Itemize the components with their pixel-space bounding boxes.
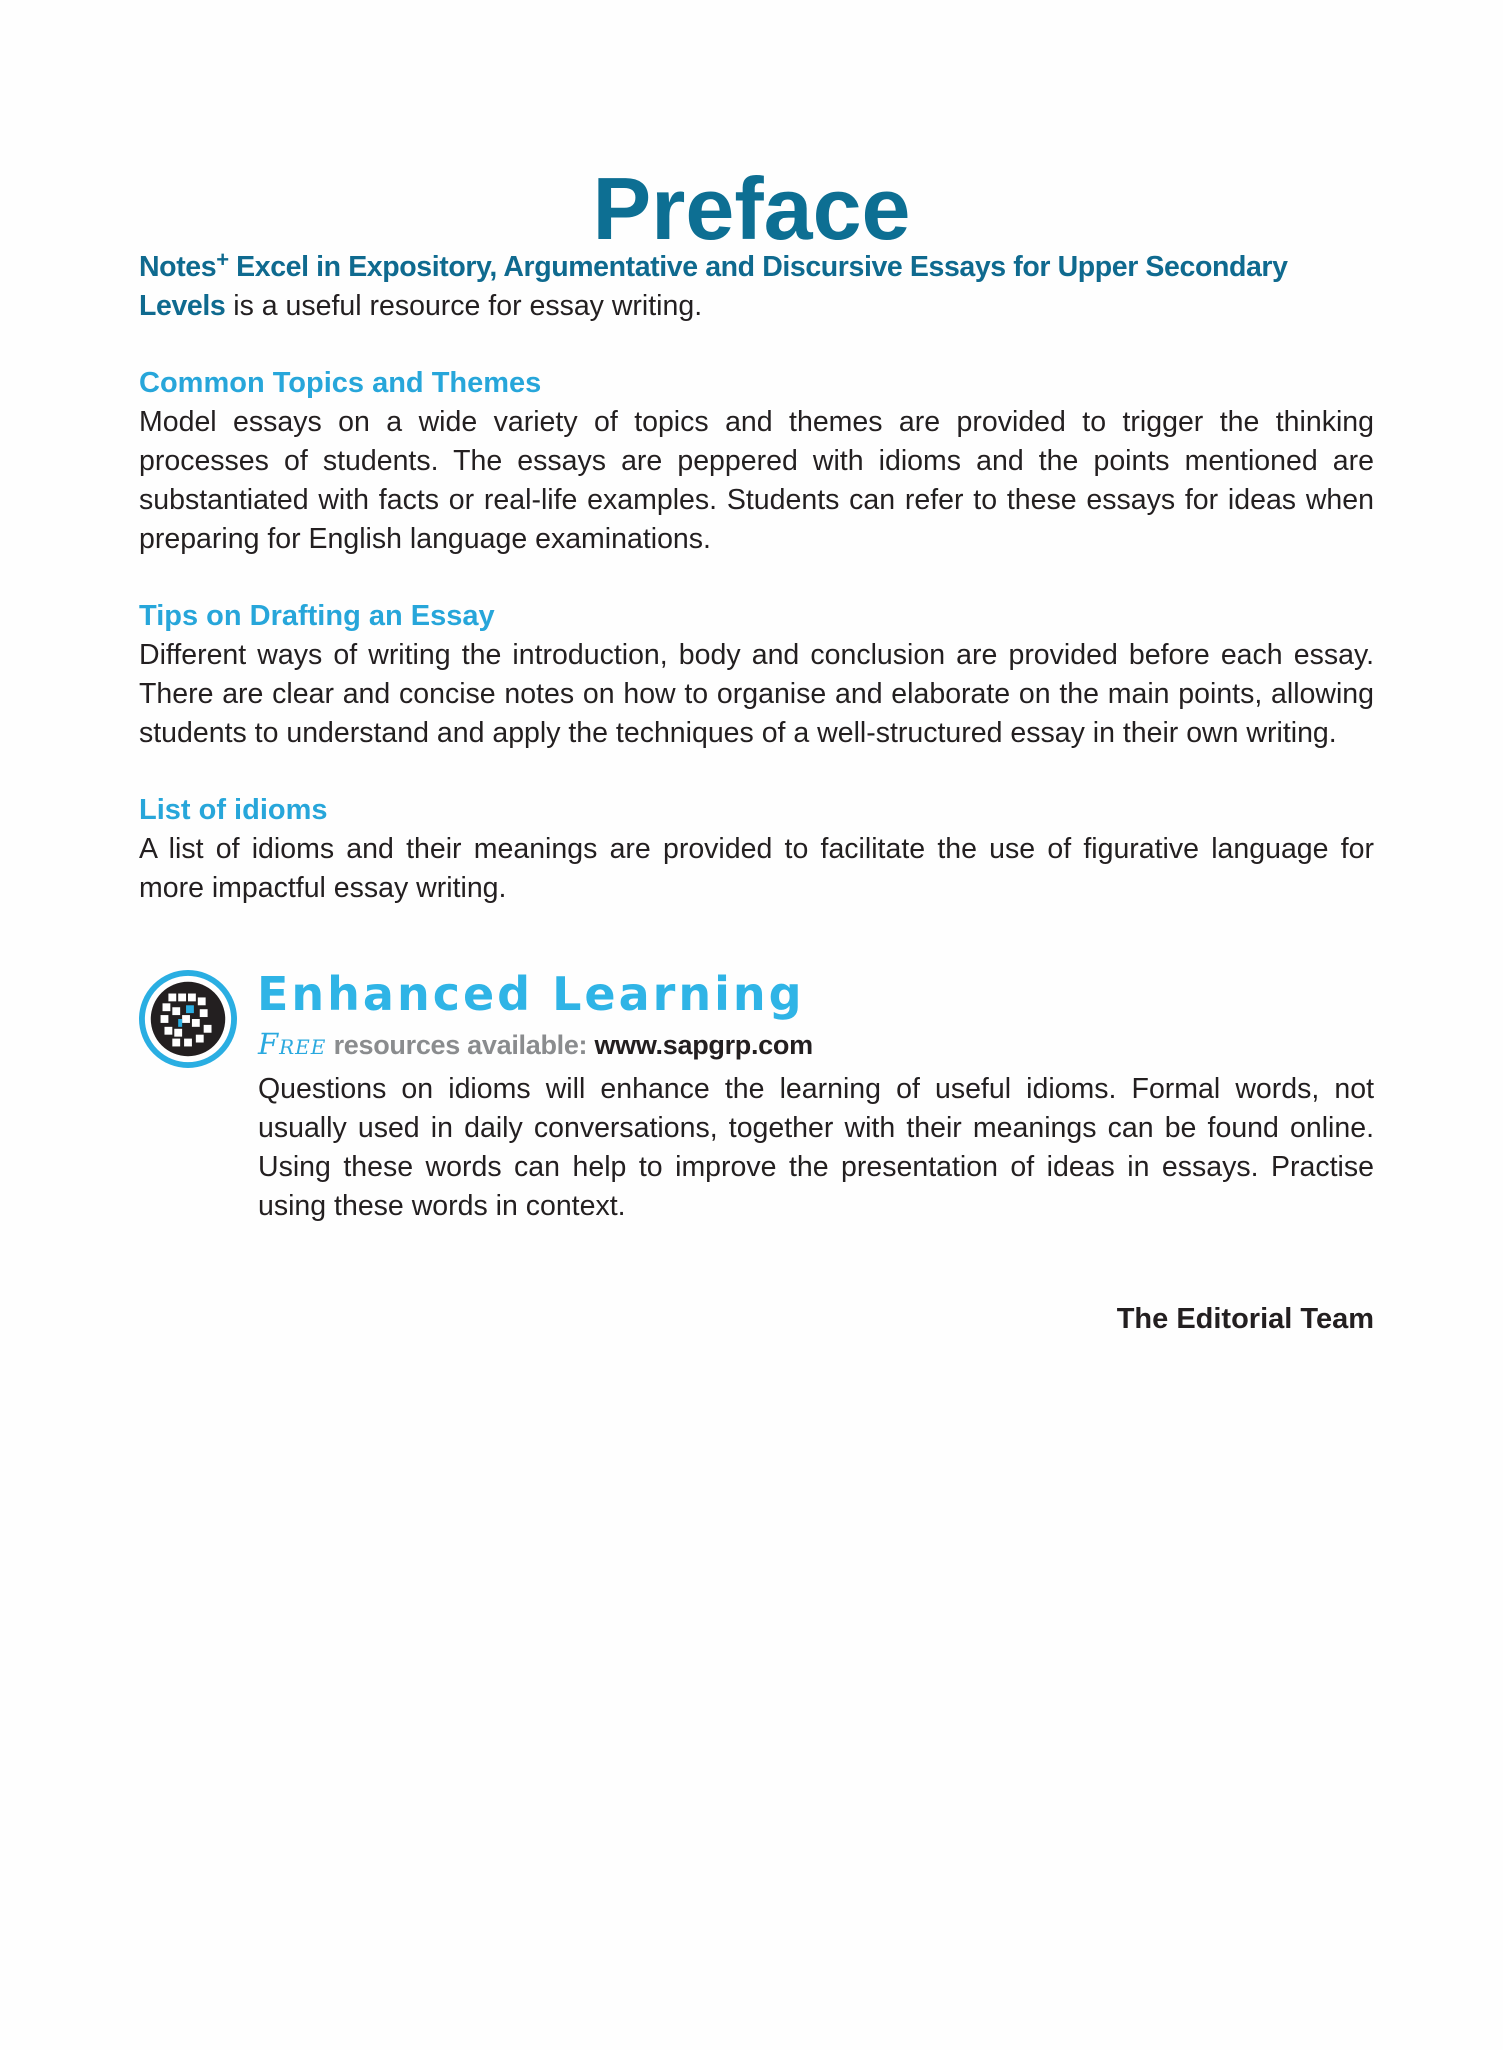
section-heading-tips-drafting: Tips on Drafting an Essay bbox=[139, 600, 495, 632]
signature: The Editorial Team bbox=[1116, 1303, 1374, 1335]
free-label: Free bbox=[258, 1027, 327, 1061]
page-title: Preface bbox=[592, 158, 911, 258]
section-body-common-topics: Model essays on a wide variety of topics and themes are provided to trigger the thinking processes of students. The essays are peppered with idioms and the points mentioned are substantiated with facts or real-life examples. Students can refer to these essays for ideas when preparing for English language examinations. bbox=[139, 406, 1374, 555]
enhanced-learning-title: Enhanced Learning bbox=[257, 967, 805, 1021]
resources-url-link[interactable]: www.sapgrp.com bbox=[594, 1030, 813, 1060]
enhanced-learning-logo-icon bbox=[139, 970, 237, 1068]
section-heading-list-of-idioms: List of idioms bbox=[139, 794, 328, 826]
section-heading-common-topics: Common Topics and Themes bbox=[139, 367, 542, 399]
book-title-part2: Excel in Expository, Argumentative and Discursive Essays for Upper Secondary Levels bbox=[139, 251, 1288, 322]
enhanced-learning-body: Questions on idioms will enhance the learning of useful idioms. Formal words, not usually used in daily conversations, together with their meanings can be found online. Using these words can help to improve the presentation of ideas in essays. Practise using these words in context. bbox=[258, 1073, 1374, 1222]
enhanced-learning-box bbox=[139, 967, 1374, 1230]
free-resources-line bbox=[258, 1026, 813, 1063]
resources-label: resources available: bbox=[326, 1030, 595, 1060]
section-body-list-of-idioms: A list of idioms and their meanings are provided to facilitate the use of figurative language for more impactful essay writing. bbox=[139, 833, 1374, 904]
section-body-tips-drafting: Different ways of writing the introduction, body and conclusion are provided before each essay. There are clear and concise notes on how to organise and elaborate on the main points, allowing students to understand and apply the techniques of a well-structured essay in their own writing. bbox=[139, 639, 1374, 749]
intro-rest: is a useful resource for essay writing. bbox=[225, 290, 703, 322]
book-title-plus: + bbox=[216, 247, 229, 272]
book-title-part1: Notes bbox=[139, 251, 217, 283]
intro-paragraph bbox=[139, 240, 1374, 326]
preface-content bbox=[139, 240, 1374, 946]
